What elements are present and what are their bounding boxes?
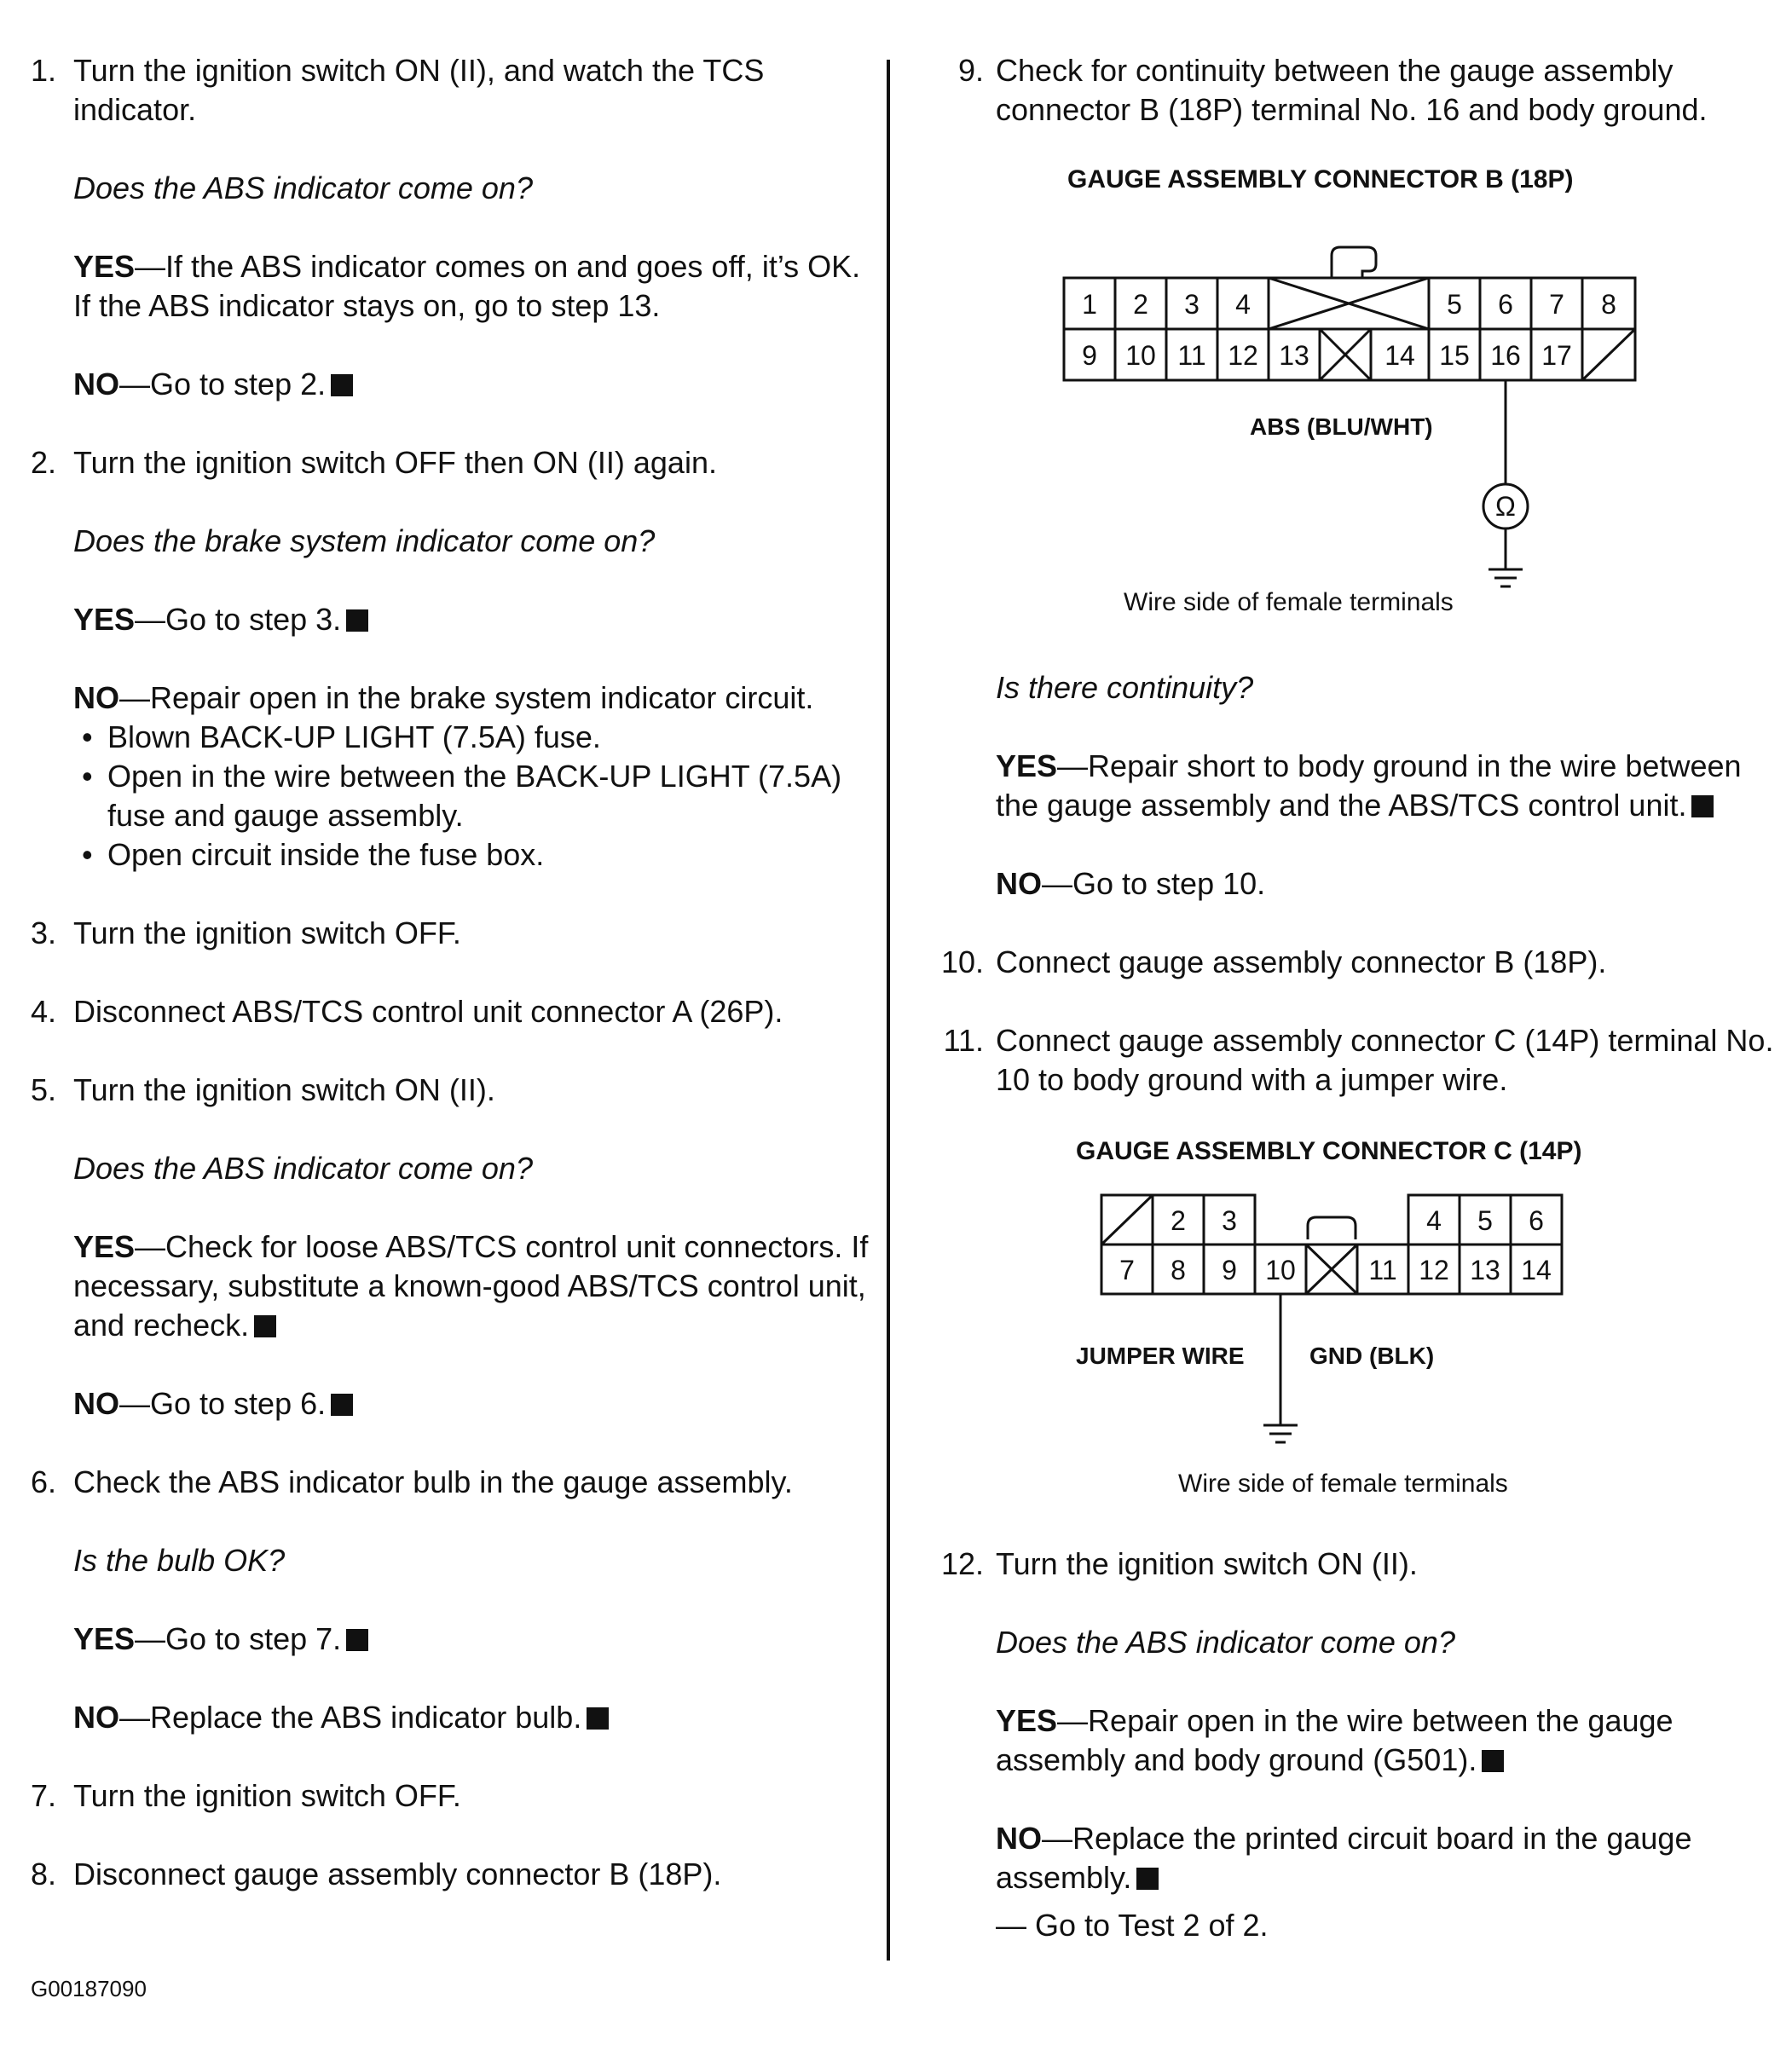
dash: — <box>119 1700 150 1735</box>
step-number: 10. <box>940 944 984 979</box>
list-item: • Blown BACK-UP LIGHT (7.5A) fuse. <box>107 718 875 757</box>
figure-title: GAUGE ASSEMBLY CONNECTOR B (18P) <box>1067 165 1574 193</box>
step-text: Disconnect ABS/TCS control unit connector A (26P). <box>73 994 783 1029</box>
yes-label: YES <box>73 602 136 637</box>
goto-text: Go to Test 2 of 2. <box>1035 1908 1269 1943</box>
step-5-question: Does the ABS indicator come on? <box>73 1151 533 1186</box>
end-square-icon <box>254 1315 276 1337</box>
yes-text: Repair open in the wire between the gauge assembly and body ground (G501). <box>996 1703 1673 1777</box>
step-12-no <box>931 1819 1775 1897</box>
step-2-yes <box>31 600 875 639</box>
no-label: NO <box>73 1386 119 1421</box>
step-number: 2. <box>31 445 57 480</box>
step-number: 12. <box>940 1546 984 1581</box>
right-column <box>931 51 1775 1945</box>
step-6-yes <box>31 1620 875 1659</box>
goto-next-test <box>931 1906 1775 1945</box>
dash: — <box>1042 1821 1072 1856</box>
dash: — <box>135 1229 166 1264</box>
terminal-label: 6 <box>1529 1205 1544 1236</box>
dash: — <box>119 680 150 715</box>
step-5-no <box>31 1384 875 1424</box>
step-number: 3. <box>31 915 57 950</box>
terminal-label: 2 <box>1133 289 1148 320</box>
step-text: Check the ABS indicator bulb in the gauge assembly. <box>73 1464 793 1499</box>
step-12-question: Does the ABS indicator come on? <box>996 1625 1455 1660</box>
terminal-label: 10 <box>1265 1255 1296 1285</box>
terminal-label: 12 <box>1228 340 1258 371</box>
step-6-no <box>31 1698 875 1737</box>
step-2 <box>31 443 875 482</box>
step-5 <box>31 1071 875 1110</box>
terminal-label: 1 <box>1082 289 1097 320</box>
no-label: NO <box>73 367 119 401</box>
step-9-no <box>931 864 1775 904</box>
step-number: 6. <box>31 1464 57 1499</box>
step-text: Turn the ignition switch OFF then ON (II) again. <box>73 445 717 480</box>
yes-text: If the ABS indicator comes on and goes off, it’s OK. If the ABS indicator stays on, go to step 13. <box>73 249 861 323</box>
step-text: Turn the ignition switch ON (II), and watch the TCS indicator. <box>73 53 765 127</box>
no-text: Go to step 10. <box>1072 866 1266 901</box>
yes-text: Go to step 7. <box>165 1621 342 1656</box>
terminal-label: 8 <box>1601 289 1616 320</box>
figure-caption: Wire side of female terminals <box>1124 588 1454 612</box>
ground-wire-label: GND (BLK) <box>1309 1343 1435 1369</box>
step-text: Turn the ignition switch OFF. <box>73 915 461 950</box>
step-text: Connect gauge assembly connector C (14P) terminal No. 10 to body ground with a jumper wire. <box>996 1023 1774 1097</box>
connector-b-figure <box>931 165 1775 629</box>
terminal-label: 13 <box>1470 1255 1500 1285</box>
step-text: Check for continuity between the gauge assembly connector B (18P) terminal No. 16 and body ground. <box>996 53 1708 127</box>
step-6-question: Is the bulb OK? <box>73 1543 286 1578</box>
connector-c-figure <box>931 1139 1775 1505</box>
yes-text: Check for loose ABS/TCS control unit connectors. If necessary, substitute a known-good ABS/TCS control unit, and recheck. <box>73 1229 869 1343</box>
dash: — <box>135 1621 166 1656</box>
step-number: 8. <box>31 1857 57 1891</box>
no-text: Repair open in the brake system indicator circuit. <box>150 680 814 715</box>
end-square-icon <box>331 374 353 396</box>
dash: — <box>1057 1703 1089 1738</box>
step-text: Turn the ignition switch ON (II). <box>73 1072 495 1107</box>
terminal-label: 4 <box>1235 289 1251 320</box>
list-item: • Open in the wire between the BACK-UP LIGHT (7.5A) fuse and gauge assembly. <box>107 757 875 835</box>
step-text: Turn the ignition switch ON (II). <box>996 1546 1418 1581</box>
step-10 <box>931 943 1775 982</box>
terminal-label: 5 <box>1447 289 1462 320</box>
step-9-yes <box>931 747 1775 825</box>
connector-b-diagram <box>931 203 1775 612</box>
step-12 <box>931 1545 1775 1584</box>
step-1 <box>31 51 875 130</box>
jumper-wire-label: JUMPER WIRE <box>1076 1343 1245 1369</box>
terminal-label: 7 <box>1549 289 1564 320</box>
yes-label: YES <box>996 1703 1058 1738</box>
end-square-icon <box>1482 1750 1504 1772</box>
step-2-no <box>31 679 875 875</box>
step-number: 1. <box>31 53 57 88</box>
terminal-label: 14 <box>1521 1255 1552 1285</box>
end-square-icon <box>346 609 368 632</box>
figure-caption: Wire side of female terminals <box>1178 1470 1508 1498</box>
yes-label: YES <box>73 1621 136 1656</box>
left-column <box>31 51 875 1894</box>
terminal-label: 7 <box>1119 1255 1135 1285</box>
terminal-label: 10 <box>1125 340 1156 371</box>
wire-label: ABS (BLU/WHT) <box>1250 413 1433 440</box>
step-2-question: Does the brake system indicator come on? <box>73 523 656 558</box>
no-text: Go to step 2. <box>150 367 327 401</box>
ohmmeter-icon: Ω <box>1495 491 1516 522</box>
terminal-label: 4 <box>1426 1205 1442 1236</box>
terminal-label: 12 <box>1419 1255 1449 1285</box>
figure-title: GAUGE ASSEMBLY CONNECTOR C (14P) <box>1076 1137 1582 1165</box>
step-4 <box>31 992 875 1031</box>
list-item: • Open circuit inside the fuse box. <box>107 835 875 875</box>
step-1-yes <box>31 247 875 326</box>
end-square-icon <box>331 1394 353 1416</box>
end-square-icon <box>587 1707 609 1730</box>
yes-label: YES <box>73 249 136 284</box>
terminal-label: 6 <box>1498 289 1513 320</box>
end-square-icon <box>346 1629 368 1651</box>
terminal-label: 9 <box>1222 1255 1237 1285</box>
step-9 <box>931 51 1775 130</box>
no-label: NO <box>73 680 119 715</box>
step-6 <box>31 1463 875 1502</box>
cause-list <box>73 718 875 875</box>
step-7 <box>31 1776 875 1816</box>
step-number: 7. <box>31 1778 57 1813</box>
terminal-label: 13 <box>1279 340 1309 371</box>
no-label: NO <box>996 1821 1042 1856</box>
step-12-yes <box>931 1701 1775 1780</box>
terminal-label: 16 <box>1490 340 1521 371</box>
no-text: Replace the printed circuit board in the gauge assembly. <box>996 1821 1692 1895</box>
yes-text: Repair short to body ground in the wire between the gauge assembly and the ABS/TCS control unit. <box>996 748 1742 823</box>
step-text: Connect gauge assembly connector B (18P). <box>996 944 1607 979</box>
step-text: Disconnect gauge assembly connector B (18P). <box>73 1857 722 1891</box>
step-number: 4. <box>31 994 57 1029</box>
dash: — <box>119 367 150 401</box>
terminal-label: 11 <box>1177 340 1206 371</box>
terminal-label: 2 <box>1171 1205 1186 1236</box>
dash: — <box>135 602 166 637</box>
yes-text: Go to step 3. <box>165 602 342 637</box>
no-text: Replace the ABS indicator bulb. <box>150 1700 582 1735</box>
step-3 <box>31 914 875 953</box>
step-number: 9. <box>957 53 984 88</box>
no-label: NO <box>73 1700 119 1735</box>
terminal-label: 3 <box>1184 289 1199 320</box>
terminal-label: 11 <box>1368 1255 1397 1285</box>
step-11 <box>931 1021 1775 1100</box>
terminal-label: 17 <box>1541 340 1572 371</box>
dash: — <box>119 1386 150 1421</box>
document-id: G00187090 <box>31 1976 147 2001</box>
no-text: Go to step 6. <box>150 1386 327 1421</box>
end-square-icon <box>1691 795 1714 817</box>
terminal-label: 8 <box>1171 1255 1186 1285</box>
step-number: 11. <box>943 1023 984 1058</box>
terminal-label: 14 <box>1384 340 1415 371</box>
terminal-label: 5 <box>1477 1205 1493 1236</box>
step-text: Turn the ignition switch OFF. <box>73 1778 461 1813</box>
step-8 <box>31 1855 875 1894</box>
step-5-yes <box>31 1227 875 1345</box>
dash: — <box>135 249 166 284</box>
dash: — <box>1057 748 1089 783</box>
connector-c-diagram <box>931 1169 1775 1502</box>
yes-label: YES <box>73 1229 136 1264</box>
step-number: 5. <box>31 1072 57 1107</box>
step-1-question: Does the ABS indicator come on? <box>73 170 533 205</box>
step-9-question: Is there continuity? <box>996 670 1254 705</box>
dash: — <box>1042 866 1072 901</box>
terminal-label: 3 <box>1222 1205 1237 1236</box>
column-divider <box>887 60 890 1961</box>
yes-label: YES <box>996 748 1058 783</box>
no-label: NO <box>996 866 1042 901</box>
end-square-icon <box>1136 1868 1159 1890</box>
dash: — <box>996 1908 1026 1943</box>
terminal-label: 15 <box>1439 340 1470 371</box>
step-1-no <box>31 365 875 404</box>
terminal-label: 9 <box>1082 340 1097 371</box>
